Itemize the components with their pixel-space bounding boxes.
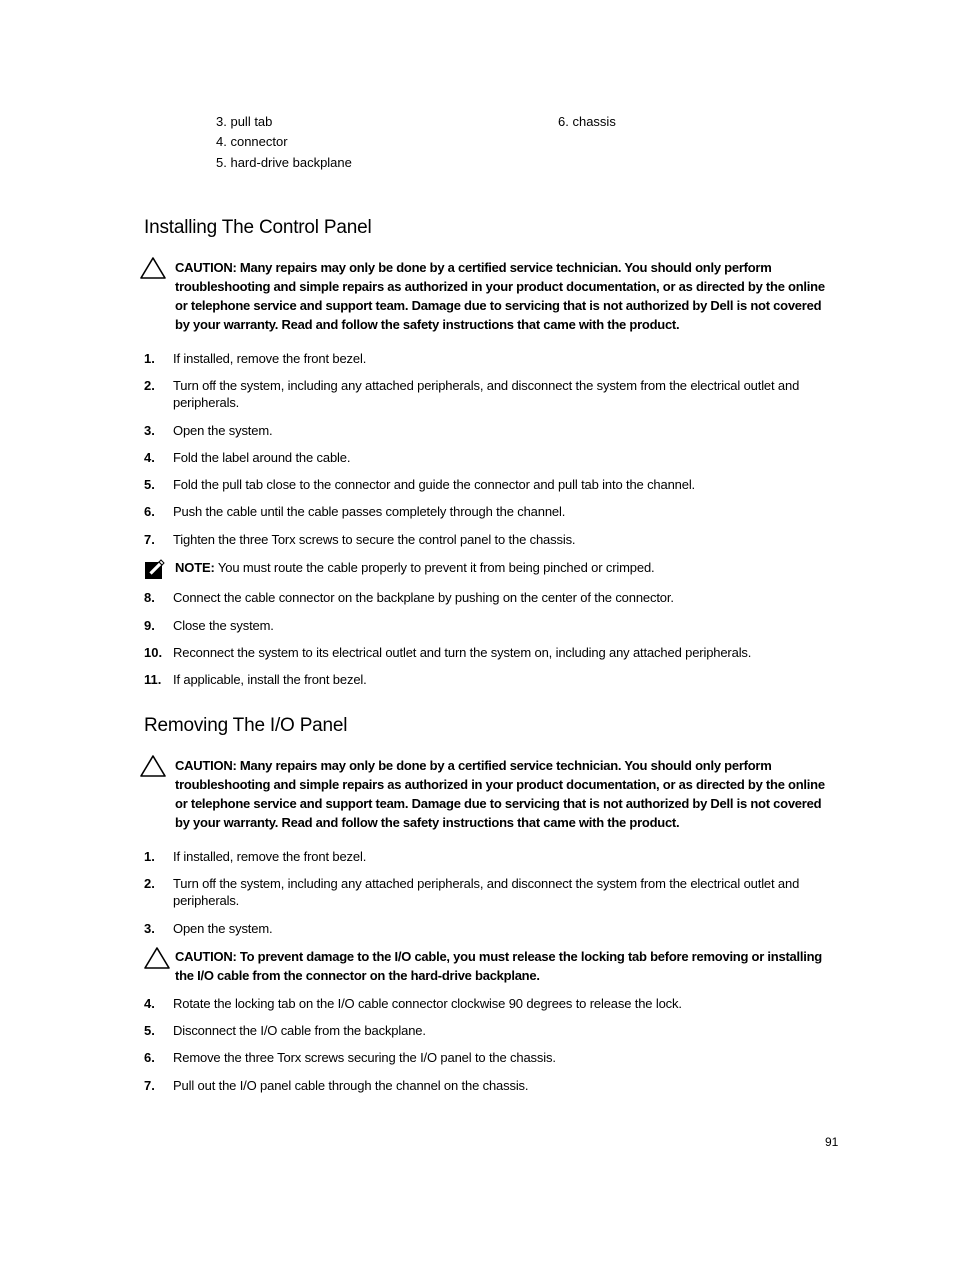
step-number: 5. xyxy=(144,477,155,492)
step-text: Turn off the system, including any attached peripherals, and disconnect the system from the electrical outlet and peripherals. xyxy=(173,378,800,410)
section-heading: Installing The Control Panel xyxy=(144,217,372,238)
callout-number: 5. xyxy=(216,155,227,170)
step-text: Open the system. xyxy=(173,921,273,936)
step-number: 7. xyxy=(144,532,155,547)
step-number: 9. xyxy=(144,618,155,633)
step-text: Tighten the three Torx screws to secure the control panel to the chassis. xyxy=(173,532,576,547)
section-heading: Removing The I/O Panel xyxy=(144,715,348,736)
step-text: Rotate the locking tab on the I/O cable connector clockwise 90 degrees to release the lock. xyxy=(173,996,682,1011)
step-number: 2. xyxy=(144,876,155,891)
step-number: 7. xyxy=(144,1078,155,1093)
step-number: 6. xyxy=(144,504,155,519)
callout-number: 6. xyxy=(558,114,569,129)
step-number: 6. xyxy=(144,1050,155,1065)
step-number: 5. xyxy=(144,1023,155,1038)
page-number: 91 xyxy=(825,1135,839,1149)
step-number: 11. xyxy=(144,672,162,687)
callout-number: 4. xyxy=(216,134,227,149)
step-text: If installed, remove the front bezel. xyxy=(173,849,367,864)
callout-item xyxy=(216,114,272,130)
step-number: 10. xyxy=(144,645,163,660)
callout-label: connector xyxy=(230,134,288,149)
step-number: 4. xyxy=(144,996,155,1011)
caution-text: CAUTION: Many repairs may only be done by a certified service technician. You should only perform troubleshooting and simple repairs as authorized in your product documentation, or as directed by the online or telephone service and support team. Damage due to servicing that is not authorized by Dell is not covered by your warranty. Read and follow the safety instructions that came with the product. xyxy=(175,260,825,332)
step-text: Push the cable until the cable passes completely through the channel. xyxy=(173,504,566,519)
callout-item xyxy=(216,134,288,150)
step-text: Disconnect the I/O cable from the backplane. xyxy=(173,1023,426,1038)
step-number: 3. xyxy=(144,423,155,438)
note-body: You must route the cable properly to prevent it from being pinched or crimped. xyxy=(214,560,655,575)
caution-triangle-icon xyxy=(139,754,167,778)
step-text: Fold the label around the cable. xyxy=(173,450,351,465)
callout-label: pull tab xyxy=(230,114,273,129)
step-text: Turn off the system, including any attached peripherals, and disconnect the system from the electrical outlet and peripherals. xyxy=(173,876,800,908)
caution-text: CAUTION: To prevent damage to the I/O cable, you must release the locking tab before removing or installing the I/O cable from the connector on the hard-drive backplane. xyxy=(175,949,822,983)
callout-number: 3. xyxy=(216,114,227,129)
callout-item xyxy=(216,155,352,171)
step-text: Connect the cable connector on the backplane by pushing on the center of the connector. xyxy=(173,590,674,605)
caution-text: CAUTION: Many repairs may only be done by a certified service technician. You should only perform troubleshooting and simple repairs as authorized in your product documentation, or as directed by the online or telephone service and support team. Damage due to servicing that is not authorized by Dell is not covered by your warranty. Read and follow the safety instructions that came with the product. xyxy=(175,758,825,830)
step-number: 1. xyxy=(144,849,155,864)
step-number: 3. xyxy=(144,921,155,936)
step-number: 2. xyxy=(144,378,155,393)
note-label: NOTE: xyxy=(175,560,215,575)
step-text: Pull out the I/O panel cable through the channel on the chassis. xyxy=(173,1078,529,1093)
callout-item xyxy=(558,114,616,130)
step-text: Remove the three Torx screws securing the I/O panel to the chassis. xyxy=(173,1050,556,1065)
step-text: Reconnect the system to its electrical outlet and turn the system on, including any attached peripherals. xyxy=(173,645,752,660)
step-number: 4. xyxy=(144,450,155,465)
step-number: 1. xyxy=(144,351,155,366)
callout-label: chassis xyxy=(572,114,616,129)
step-number: 8. xyxy=(144,590,155,605)
caution-triangle-icon xyxy=(139,256,167,280)
note-pencil-icon xyxy=(144,559,166,581)
callout-label: hard-drive backplane xyxy=(230,155,352,170)
step-text: If applicable, install the front bezel. xyxy=(173,672,367,687)
caution-triangle-icon xyxy=(143,946,171,970)
step-text: If installed, remove the front bezel. xyxy=(173,351,367,366)
step-text: Close the system. xyxy=(173,618,274,633)
step-text: Open the system. xyxy=(173,423,273,438)
note-text xyxy=(175,559,837,576)
step-text: Fold the pull tab close to the connector and guide the connector and pull tab into the channel. xyxy=(173,477,696,492)
